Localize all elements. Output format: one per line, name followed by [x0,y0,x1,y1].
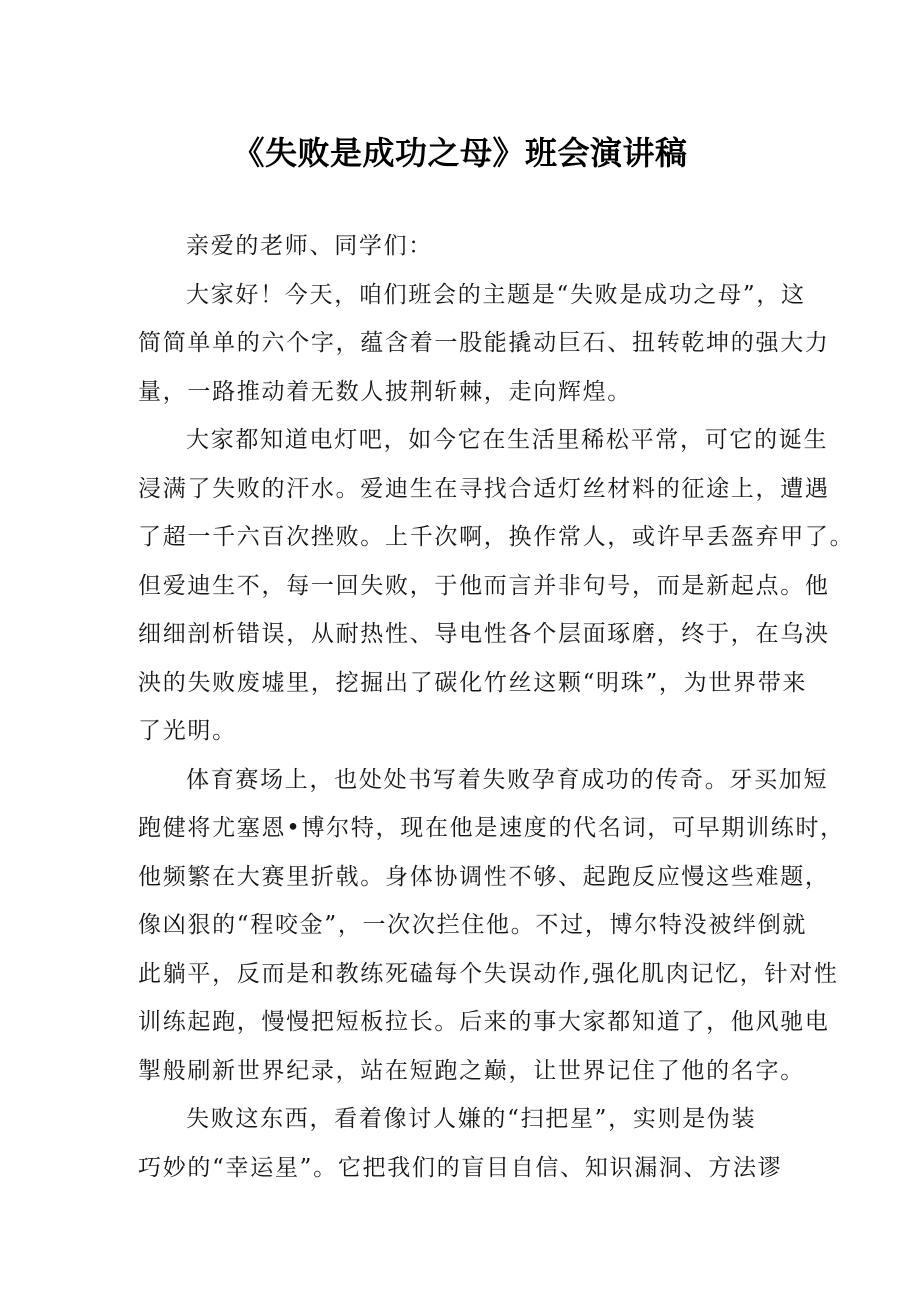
text-line: 量，一路推动着无数人披荆斩棘，走向辉煌。 [138,378,632,405]
text-line: 训练起跑，慢慢把短板拉长。后来的事大家都知道了，他风驰电 [138,1009,830,1035]
text-line: 简简单单的六个字，蕴含着一股能撬动巨石、扭转乾坤的强大力 [138,330,830,356]
text-line: 大家好！今天，咱们班会的主题是“失败是成功之母”，这 [186,281,806,308]
text-line: 失败这东西，看着像讨人嫌的“扫把星”，实则是伪装 [186,1106,757,1132]
text-line: 亲爱的老师、同学们： [186,233,433,259]
text-line: 浸满了失败的汗水。爱迪生在寻找合适灯丝材料的征途上，遭遇 [138,475,830,502]
text-line: 体育赛场上，也处处书写着失败孕育成功的传奇。牙买加短 [186,766,829,793]
text-line: 巧妙的“幸运星”。它把我们的盲目自信、知识漏洞、方法谬 [138,1154,783,1181]
text-line: 泱的失败废墟里，挖掘出了碳化竹丝这颗“明珠”，为世界带来 [138,669,808,696]
text-line: 跑健将尤塞恩•博尔特，现在他是速度的代名词，可早期训练时， [138,815,845,841]
text-line: 大家都知道电灯吧，如今它在生活里稀松平常，可它的诞生 [186,427,829,453]
text-line: 此躺平，反而是和教练死磕每个失误动作,强化肌肉记忆，针对性 [138,960,839,987]
text-line: 了光明。 [138,718,237,744]
text-line: 但爱迪生不，每一回失败，于他而言并非句号，而是新起点。他 [138,572,830,599]
document-body [138,222,855,1192]
document-title: 《失败是成功之母》班会演讲稿 [232,134,688,172]
text-line: 了超一千六百次挫败。上千次啊，换作常人，或许早丢盔弃甲了。 [138,524,855,550]
text-line: 掣般刷新世界纪录，站在短跑之巅，让世界记住了他的名字。 [138,1057,805,1084]
text-line: 他频繁在大赛里折戟。身体协调性不够、起跑反应慢这些难题， [138,863,830,890]
text-line: 像凶狠的“程咬金”，一次次拦住他。不过，博尔特没被绊倒就 [138,912,808,938]
text-line: 细细剖析错误，从耐热性、导电性各个层面琢磨，终于，在乌泱 [138,621,830,647]
